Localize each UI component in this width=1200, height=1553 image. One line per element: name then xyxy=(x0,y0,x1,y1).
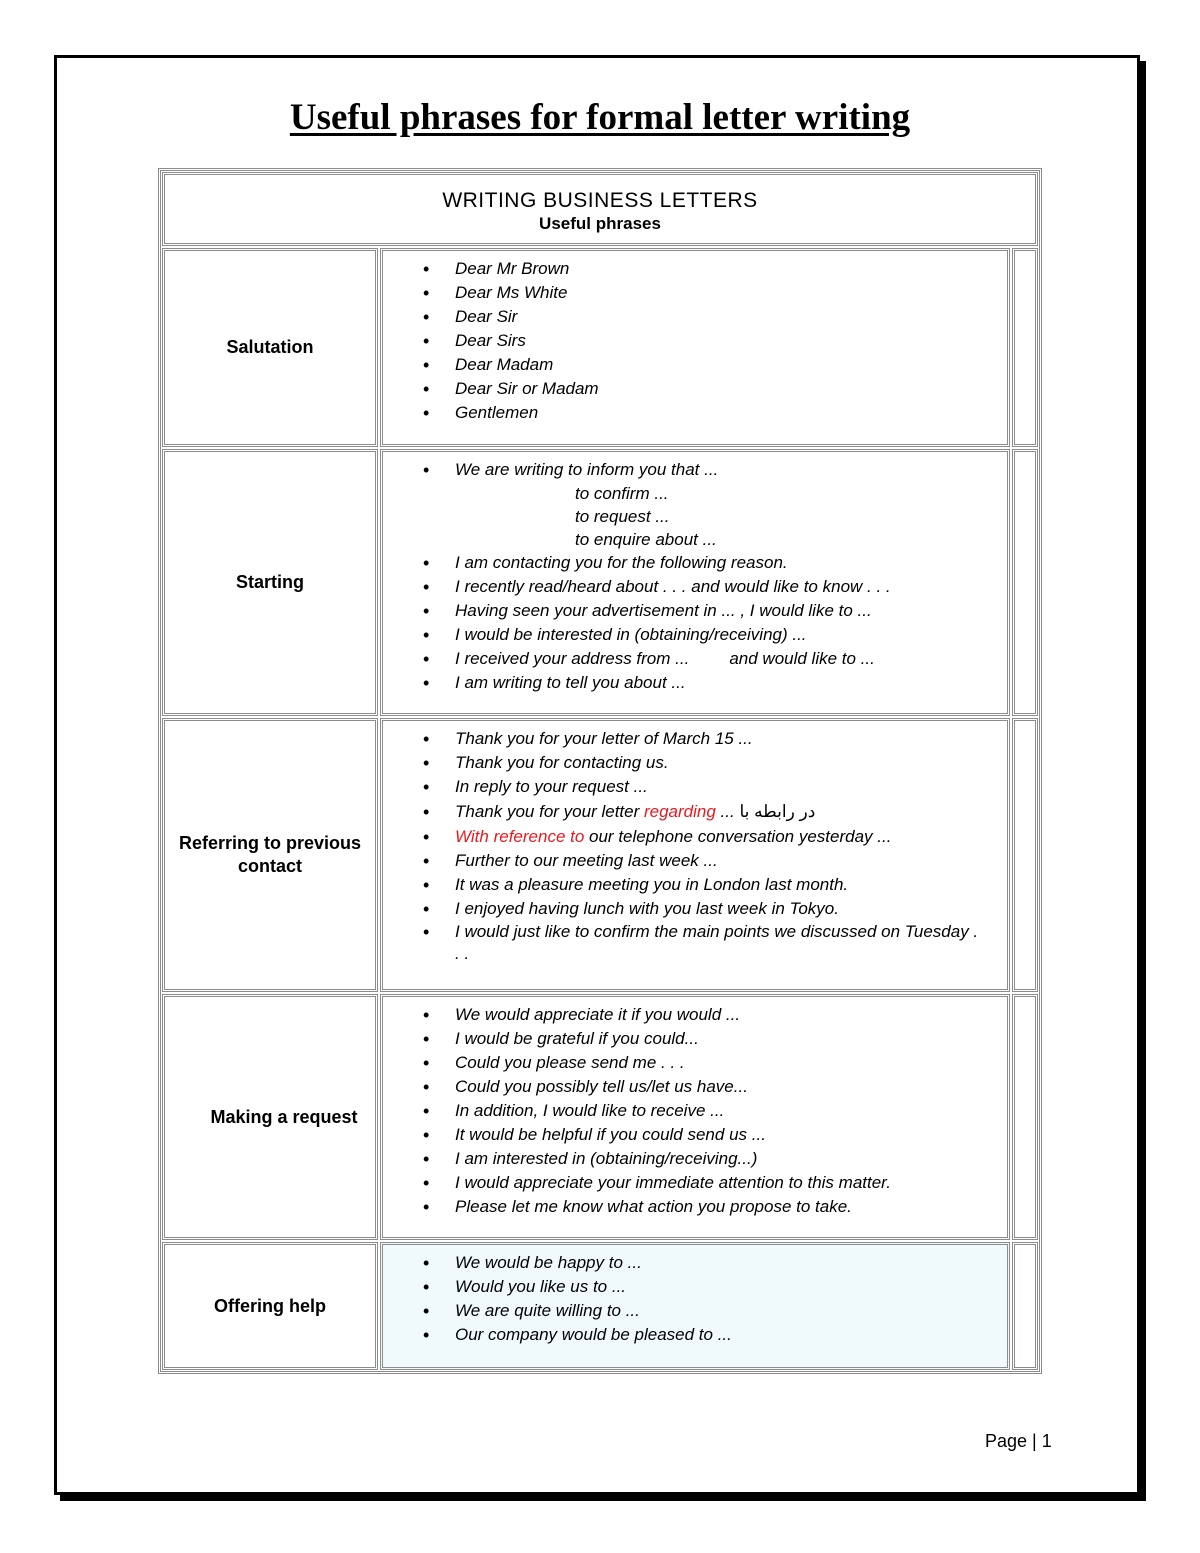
list-item: • I am contacting you for the following reason. xyxy=(383,551,987,575)
list-item: • Dear Sir xyxy=(383,305,987,329)
list-item: • Our company would be pleased to ... xyxy=(383,1323,987,1347)
row-content-starting xyxy=(380,449,1010,716)
list-item: • Further to our meeting last week ... xyxy=(383,849,987,873)
list-item: • In reply to your request ... xyxy=(383,775,987,799)
list-item: • Could you possibly tell us/let us have... xyxy=(383,1075,987,1099)
list-item-part: Thank you for your letter xyxy=(455,802,644,821)
row-content-offering xyxy=(380,1242,1010,1370)
list-item: • It was a pleasure meeting you in London last month. xyxy=(383,873,987,897)
list-item: • I am writing to tell you about ... xyxy=(383,671,987,695)
side-cell xyxy=(1012,994,1038,1240)
list-item: • Could you please send me . . . xyxy=(383,1051,987,1075)
referring-list xyxy=(383,727,987,965)
row-content-request xyxy=(380,994,1010,1240)
highlight-text: With reference to xyxy=(455,827,585,846)
list-item: • Dear Sirs xyxy=(383,329,987,353)
list-item: • We would be happy to ... xyxy=(383,1251,987,1275)
list-item: • In addition, I would like to receive ... xyxy=(383,1099,987,1123)
list-item: • Dear Mr Brown xyxy=(383,257,987,281)
list-item: • Would you like us to ... xyxy=(383,1275,987,1299)
list-item: • Having seen your advertisement in ... , I would like to ... xyxy=(383,599,987,623)
highlight-text: regarding xyxy=(643,802,716,821)
list-item: • Dear Madam xyxy=(383,353,987,377)
list-item: • I am interested in (obtaining/receiving...) xyxy=(383,1147,987,1171)
list-item: • Gentlemen xyxy=(383,401,987,425)
persian-translation: در رابطه با xyxy=(739,802,816,821)
table-header-subtitle: Useful phrases xyxy=(539,214,661,233)
offering-list xyxy=(383,1251,987,1347)
side-cell xyxy=(1012,718,1038,992)
salutation-list xyxy=(383,257,987,425)
row-label-salutation: Salutation xyxy=(162,248,378,447)
starting-list xyxy=(383,458,987,695)
list-item-continuation: to enquire about ... xyxy=(575,530,717,549)
list-item-part: I received your address from ... xyxy=(455,649,690,668)
list-item xyxy=(383,825,987,849)
row-content-salutation xyxy=(380,248,1010,447)
row-label-referring: Referring to previous contact xyxy=(162,718,378,992)
list-item: • Dear Sir or Madam xyxy=(383,377,987,401)
row-label-starting: Starting xyxy=(162,449,378,716)
request-list xyxy=(383,1003,987,1219)
list-item: • We are writing to inform you that ... xyxy=(383,458,987,482)
list-item-continuation: to request ... xyxy=(575,507,670,526)
list-item: • We would appreciate it if you would ... xyxy=(383,1003,987,1027)
list-item: • I recently read/heard about . . . and would like to know . . . xyxy=(383,575,987,599)
row-label-offering: Offering help xyxy=(162,1242,378,1370)
list-item-part: and would like to ... xyxy=(729,649,875,668)
list-item: • Dear Ms White xyxy=(383,281,987,305)
list-item: • Thank you for contacting us. xyxy=(383,751,987,775)
list-item: • Please let me know what action you propose to take. xyxy=(383,1195,987,1219)
table-header xyxy=(162,172,1038,246)
table-header-title: WRITING BUSINESS LETTERS xyxy=(442,189,758,212)
list-item: • It would be helpful if you could send us ... xyxy=(383,1123,987,1147)
list-item: • I enjoyed having lunch with you last week in Tokyo. xyxy=(383,897,987,921)
page-number: Page | 1 xyxy=(985,1431,1052,1451)
document-title: Useful phrases for formal letter writing xyxy=(289,97,911,138)
list-item-continuation: to confirm ... xyxy=(575,484,669,503)
side-cell xyxy=(1012,1242,1038,1370)
list-item-part: our telephone conversation yesterday ... xyxy=(584,827,892,846)
list-item: • I would be interested in (obtaining/receiving) ... xyxy=(383,623,987,647)
list-item xyxy=(383,647,987,671)
list-item: • We are quite willing to ... xyxy=(383,1299,987,1323)
list-item-part: ... xyxy=(715,802,740,821)
list-item: • I would just like to confirm the main points we discussed on Tuesday . . . xyxy=(383,921,987,965)
list-item: • I would appreciate your immediate attention to this matter. xyxy=(383,1171,987,1195)
list-item: • Thank you for your letter of March 15 ... xyxy=(383,727,987,751)
list-item: • I would be grateful if you could... xyxy=(383,1027,987,1051)
side-cell xyxy=(1012,449,1038,716)
row-label-request: Making a request xyxy=(162,994,378,1240)
side-cell xyxy=(1012,248,1038,447)
row-content-referring xyxy=(380,718,1010,992)
list-item xyxy=(383,799,987,825)
